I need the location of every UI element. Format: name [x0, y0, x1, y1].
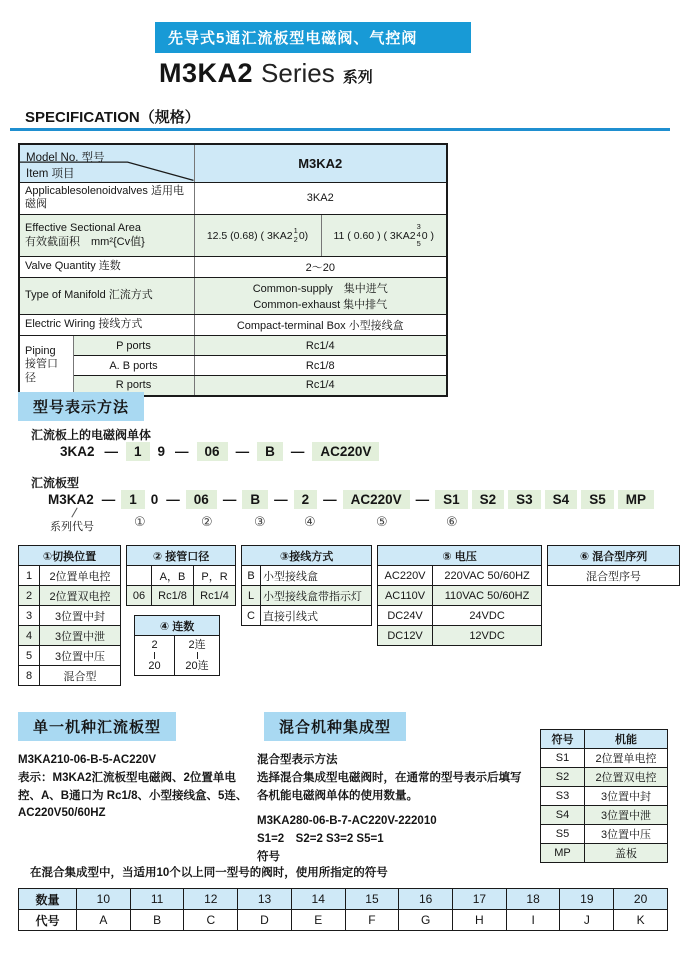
t4-code-max: 20: [148, 660, 161, 673]
spec-header-diagonal-cell: [19, 144, 194, 182]
specification-title: SPECIFICATION（规格）: [25, 109, 200, 126]
dash: —: [274, 492, 288, 507]
piping-value-p: Rc1/4: [194, 336, 447, 356]
spec-header-item: Item 项目: [26, 168, 75, 180]
t2-pr-value: Rc1/4: [194, 586, 236, 606]
coding-sub2: 汇流板型: [31, 476, 80, 490]
t1-code: 3: [19, 606, 40, 626]
qty-value: 13: [238, 889, 292, 910]
qty-value: 15: [345, 889, 399, 910]
circled-6: ⑥: [446, 514, 458, 529]
t1-code: 4: [19, 626, 40, 646]
mixed-type-sub: 混合型表示方法: [257, 754, 338, 766]
t4-label-range: [175, 636, 220, 676]
series-model: M3KA2: [159, 58, 254, 88]
t3-code: L: [242, 586, 261, 606]
quantity-code-table: [18, 888, 668, 931]
circled-3: ③: [254, 514, 266, 529]
effective-v2-stack: [417, 223, 421, 249]
specification-table: [18, 143, 448, 397]
code-value: G: [399, 910, 453, 931]
code-value: C: [184, 910, 238, 931]
code2-part: M3KA2: [48, 492, 94, 507]
mixed-type-title: 混合机种集成型: [264, 712, 406, 741]
qty-value: 18: [506, 889, 560, 910]
qty-row-label: 数量: [19, 889, 77, 910]
qty-value: 14: [291, 889, 345, 910]
code2-part-boxed: 06: [186, 490, 217, 509]
code1-part: 9: [157, 444, 166, 459]
spec-wiring-label: Electric Wiring 接线方式: [19, 315, 194, 336]
wiring-type-table: [241, 545, 372, 626]
single-type-model: M3KA210-06-B-5-AC220V: [18, 754, 157, 766]
code1-part-boxed: B: [257, 442, 283, 461]
function-header: 机能: [585, 730, 668, 749]
piping-label-en: Piping: [25, 344, 56, 357]
dash: —: [175, 444, 189, 459]
symbol-function: 3位置中压: [585, 825, 668, 844]
model-coding-title: 型号表示方法: [18, 392, 144, 421]
code-value: D: [238, 910, 292, 931]
spec-manifold-value: [194, 278, 447, 315]
code2-part-boxed: S4: [545, 490, 578, 509]
t1-code: 8: [19, 666, 40, 686]
symbol-function: 2位置双电控: [585, 768, 668, 787]
circled-1: ①: [134, 514, 146, 529]
single-type-text: [18, 752, 252, 823]
mixed-type-model: M3KA280-06-B-7-AC220V-222010: [257, 815, 437, 828]
symbol-function: 3位置中封: [585, 787, 668, 806]
circled-4: ④: [304, 514, 316, 529]
t1-label: 3位置中压: [40, 646, 121, 666]
t3-code: C: [242, 606, 261, 626]
spacer: [257, 805, 529, 813]
dash: —: [323, 492, 337, 507]
stack-digit: 5: [416, 238, 421, 248]
qty-value: 20: [614, 889, 668, 910]
spec-piping-label: [19, 336, 73, 396]
t5-code: DC24V: [378, 606, 433, 626]
code-value: B: [130, 910, 184, 931]
t5-label: 24VDC: [433, 606, 542, 626]
t3-label: 直接引线式: [261, 606, 372, 626]
symbol-function: 3位置中泄: [585, 806, 668, 825]
t2-title: ② 接管口径: [127, 546, 236, 566]
t6-value: 混合型序号: [548, 566, 680, 586]
t3-label: 小型接线盒带指示灯: [261, 586, 372, 606]
blue-rule: [10, 128, 670, 131]
code2-part-boxed: S1: [435, 490, 468, 509]
circled-2: ②: [201, 514, 213, 529]
piping-port-r: R ports: [73, 376, 194, 396]
code-line-manifold: [46, 490, 654, 509]
code2-part-boxed: AC220V: [343, 490, 410, 509]
qty-value: 10: [77, 889, 131, 910]
mixed-type-desc: 选择混合集成型电磁阀时，在通常的型号表示后填写各机能电磁阀单体的使用数量。: [257, 771, 522, 802]
t1-label: 3位置中泄: [40, 626, 121, 646]
symbol-function-table: [540, 729, 668, 863]
symbol-code: S1: [541, 749, 585, 768]
series-heading: [159, 58, 373, 89]
symbol-header: 符号: [541, 730, 585, 749]
symbol-code: S4: [541, 806, 585, 825]
spec-manifold-label: Type of Manifold 汇流方式: [19, 278, 194, 315]
single-type-desc: 表示：M3KA2汇流板型电磁阀、2位置单电控、A、B通口为 Rc1/8、小型接线盒、5连、AC220V50/60HZ: [18, 771, 248, 820]
qty-value: 11: [130, 889, 184, 910]
symbol-function: 盖板: [585, 844, 668, 863]
code-value: H: [453, 910, 507, 931]
series-cn: 系列: [342, 69, 373, 86]
coding-sub1: 汇流板上的电磁阀单体: [31, 428, 152, 442]
piping-port-p: P ports: [73, 336, 194, 356]
switch-position-table: [18, 545, 121, 686]
spec-applicable-label: Applicablesolenoidvalves 适用电磁阀: [19, 182, 194, 215]
t2-ab-value: Rc1/8: [152, 586, 194, 606]
t2-code: 06: [127, 586, 152, 606]
code-row-label: 代号: [19, 910, 77, 931]
dash: —: [235, 444, 250, 459]
code2-part: 0: [150, 492, 159, 507]
manifold-supply: Common-supply 集中进气: [252, 283, 388, 295]
code1-part-boxed: AC220V: [312, 442, 379, 461]
code1-part-boxed: 1: [126, 442, 150, 461]
stack-digit: 1: [293, 225, 298, 235]
code-value: F: [345, 910, 399, 931]
mixed-type-counts: S1=2 S2=2 S3=2 S5=1: [257, 833, 384, 846]
spec-effective-value-1: [194, 215, 321, 257]
t1-label: 混合型: [40, 666, 121, 686]
code2-part-boxed: S2: [472, 490, 505, 509]
code2-part-boxed: 1: [121, 490, 145, 509]
t6-title: ⑥ 混合型序列: [548, 546, 680, 566]
code-option-tables: [18, 545, 680, 686]
mixed-series-table: [547, 545, 680, 586]
mixed-type-text: [257, 752, 529, 867]
t5-code: AC220V: [378, 566, 433, 586]
t1-label: 2位置双电控: [40, 586, 121, 606]
t1-title: ①切换位置: [19, 546, 121, 566]
t2-head-blank: [127, 566, 152, 586]
symbol-code: S2: [541, 768, 585, 787]
spec-applicable-value: 3KA2: [194, 182, 447, 215]
dash: —: [290, 444, 305, 459]
code2-part-boxed: B: [242, 490, 268, 509]
voltage-table: [377, 545, 542, 646]
t3-title: ③接线方式: [242, 546, 372, 566]
manifold-exhaust: Common-exhaust 集中排气: [253, 299, 388, 311]
t5-label: 12VDC: [433, 626, 542, 646]
stack-digit: 3: [416, 221, 421, 231]
product-banner: [155, 22, 471, 53]
code1-part: 3KA2: [60, 444, 95, 459]
t4-label-max: 20连: [185, 660, 209, 673]
t4-code-min: 2: [151, 639, 158, 651]
range-line: [154, 652, 155, 659]
symbol-function: 2位置单电控: [585, 749, 668, 768]
code-value: J: [560, 910, 614, 931]
port-size-table: [126, 545, 236, 606]
t5-title: ⑤ 电压: [378, 546, 542, 566]
t1-code: 2: [19, 586, 40, 606]
t5-label: 110VAC 50/60HZ: [433, 586, 542, 606]
effective-v1-post: 0): [298, 229, 309, 242]
t1-code: 1: [19, 566, 40, 586]
qty-value: 16: [399, 889, 453, 910]
piping-value-r: Rc1/4: [194, 376, 447, 396]
code2-part-boxed: MP: [618, 490, 654, 509]
qty-value: 17: [453, 889, 507, 910]
dash: —: [101, 492, 116, 507]
t2-head-ab: A，B: [152, 566, 194, 586]
t5-label: 220VAC 50/60HZ: [433, 566, 542, 586]
dash: —: [166, 492, 180, 507]
effective-v1-stack: [294, 227, 298, 244]
t4-label-min: 2连: [188, 639, 206, 651]
symbol-code: S5: [541, 825, 585, 844]
station-count-table: [134, 615, 220, 676]
code-value: E: [291, 910, 345, 931]
effective-v1-pre: 12.5 (0.68) ( 3KA2: [206, 229, 293, 242]
piping-port-ab: A. B ports: [73, 356, 194, 376]
mixed-type-symbol-label: 符号: [257, 851, 280, 864]
symbol-code: MP: [541, 844, 585, 863]
code2-part-boxed: S5: [581, 490, 614, 509]
single-type-title: 单一机种汇流板型: [18, 712, 176, 741]
code2-part-boxed: 2: [294, 490, 318, 509]
symbol-code: S3: [541, 787, 585, 806]
series-code-label: 系列代号: [50, 521, 94, 533]
effective-v2-post: 0 ): [421, 229, 435, 242]
dash: —: [222, 492, 237, 507]
t1-label: 2位置单电控: [40, 566, 121, 586]
code-value: I: [506, 910, 560, 931]
t3-label: 小型接线盒: [261, 566, 372, 586]
stack-digit: 4: [416, 230, 421, 240]
spec-effective-label: [19, 215, 194, 257]
qty-value: 12: [184, 889, 238, 910]
spec-wiring-value: Compact-terminal Box 小型接线盒: [194, 315, 447, 336]
spec-header-model-no: Model No. 型号: [26, 152, 105, 164]
spec-effective-label-cn: 有效截面积 mm²{Cv值}: [25, 235, 145, 248]
t3-code: B: [242, 566, 261, 586]
qty-value: 19: [560, 889, 614, 910]
code-value: A: [77, 910, 131, 931]
code1-part-boxed: 06: [197, 442, 228, 461]
t5-code: DC12V: [378, 626, 433, 646]
code-line-valve: [58, 442, 379, 461]
model-coding-section: [0, 390, 680, 540]
spec-effective-value-2: [321, 215, 447, 257]
t1-label: 3位置中封: [40, 606, 121, 626]
dash: —: [104, 444, 119, 459]
spec-effective-label-en: Effective Sectional Area: [25, 221, 141, 234]
mixed-note: 在混合集成型中，当适用10个以上同一型号的阀时，使用所指定的符号: [30, 867, 388, 879]
code-value: K: [614, 910, 668, 931]
piping-value-ab: Rc1/8: [194, 356, 447, 376]
t4-title: ④ 连数: [135, 616, 220, 636]
port-size-column: [126, 545, 236, 676]
spec-header-value: M3KA2: [194, 144, 447, 182]
effective-v2-pre: 11 ( 0.60 ) ( 3KA2: [333, 229, 416, 242]
t2-head-pr: P，R: [194, 566, 236, 586]
range-line: [197, 652, 198, 659]
spec-valve-qty-value: 2～20: [194, 257, 447, 278]
t5-code: AC110V: [378, 586, 433, 606]
code2-part-boxed: S3: [508, 490, 541, 509]
spec-valve-qty-label: Valve Quantity 连数: [19, 257, 194, 278]
t1-code: 5: [19, 646, 40, 666]
series-word: Series: [261, 58, 335, 88]
dash: —: [415, 492, 430, 507]
stack-digit: 2: [293, 234, 298, 244]
circled-5: ⑤: [376, 514, 388, 529]
t4-code-range: [135, 636, 175, 676]
piping-label-cn: 接管口径: [25, 358, 58, 385]
banner-text: 先导式5通汇流板型电磁阀、气控阀: [168, 30, 418, 47]
